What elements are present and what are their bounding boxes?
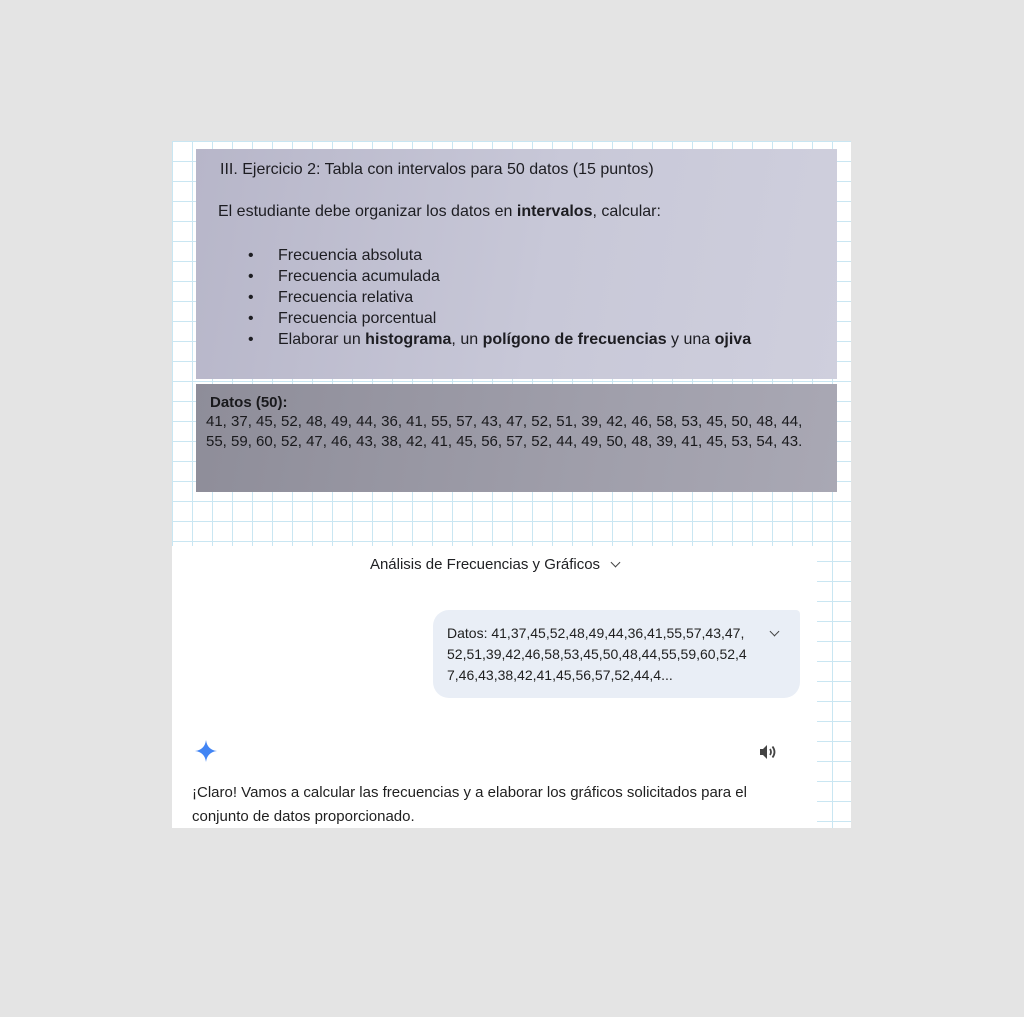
item-bold: histograma (365, 331, 452, 348)
data-values: 41, 37, 45, 52, 48, 49, 44, 36, 41, 55, 57, 43, 47, 52, 51, 39, 42, 46, 58, 53, 45, 50, 48, 44, 55, 59, 60, 52, 47, 46, 43, 38, 42, 41, 45, 56, 57, 52, 44, 49, 50, 48, 39, 41, 45, 53, 54, 43. (206, 413, 803, 450)
exercise-intro (218, 203, 661, 221)
list-item: • Frecuencia porcentual (248, 308, 751, 329)
expand-message-icon[interactable] (770, 627, 780, 637)
user-message-bubble (433, 610, 800, 698)
conversation-title[interactable] (172, 556, 817, 573)
list-item: • Frecuencia absoluta (248, 245, 751, 266)
conversation-title-text: Análisis de Frecuencias y Gráficos (369, 556, 601, 573)
intro-text-end: , calcular: (592, 203, 661, 220)
sparkle-icon (194, 739, 218, 763)
exercise-title: III. Ejercicio 2: Tabla con intervalos para 50 datos (15 puntos) (220, 161, 654, 178)
assistant-reply: ¡Claro! Vamos a calcular las frecuencias y a elaborar los gráficos solicitados para el conjunto de datos proporcionado. (192, 784, 747, 825)
item-text: , un (451, 331, 483, 348)
list-item-graphs (248, 329, 751, 350)
data-title: Datos (50): (210, 394, 288, 411)
item-text: Elaborar un (278, 331, 366, 348)
list-item: • Frecuencia relativa (248, 287, 751, 308)
exercise-photo (196, 149, 837, 379)
item-text: y una (666, 331, 715, 348)
chat-panel (172, 546, 817, 828)
chevron-down-icon[interactable] (611, 558, 621, 568)
list-item: • Frecuencia acumulada (248, 266, 751, 287)
data-photo (196, 384, 837, 492)
item-bold: polígono de frecuencias (482, 331, 667, 348)
user-message-text: Datos: 41,37,45,52,48,49,44,36,41,55,57,43,47,52,51,39,42,46,58,53,45,50,48,44,55,59,60,52,47,46,43,38,42,41,45,56,57,52,44,4... (447, 625, 747, 683)
intro-text: El estudiante debe organizar los datos en (218, 203, 517, 220)
screenshot-sheet (172, 141, 851, 828)
speaker-icon[interactable] (758, 743, 778, 761)
intro-bold: intervalos (516, 203, 593, 220)
exercise-list (248, 245, 751, 350)
item-bold: ojiva (714, 331, 752, 348)
